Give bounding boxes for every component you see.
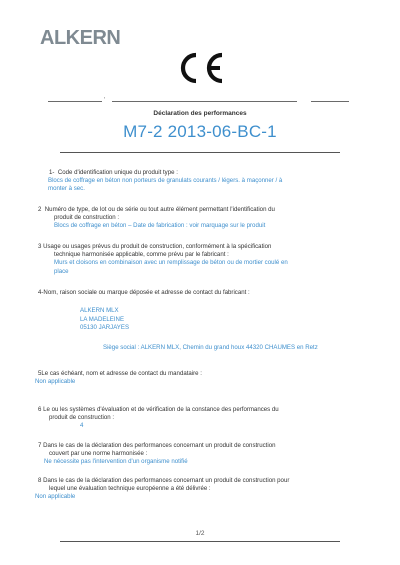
section-4-question: 4-Nom, raison sociale ou marque déposée et adresse de contact du fabricant : xyxy=(38,289,250,296)
section-1-answer-line-1: Blocs de coffrage en béton non porteurs de granulats courants / légers. à maçonner / à xyxy=(48,177,283,185)
section-5 xyxy=(35,370,368,386)
section-3-answer-line-2: place xyxy=(54,267,69,275)
section-6-answer: 4 xyxy=(80,422,84,430)
section-2-question-line-1: 2 Numéro de type, de lot ou de série ou tout autre élément permettant l'identification du xyxy=(38,206,275,213)
section-8-question-line-2: lequel une évaluation technique européenne a été délivrée : xyxy=(49,485,211,493)
section-7 xyxy=(38,442,368,467)
ce-mark-icon xyxy=(174,50,226,86)
brand-text: ALKERN xyxy=(40,27,121,48)
top-rule-left xyxy=(48,101,102,102)
address-line-2: LA MADELEINE xyxy=(80,315,125,323)
section-1-answer-line-2: monter à sec. xyxy=(48,185,85,193)
address-line-1: ALKERN MLX xyxy=(80,307,119,314)
section-4 xyxy=(38,289,368,297)
section-5-question: 5Le cas échéant, nom et adresse de contact du mandataire : xyxy=(38,370,202,377)
footer-rule xyxy=(60,541,340,542)
section-7-question-line-2: couvert par une norme harmonisée : xyxy=(49,450,148,458)
section-6 xyxy=(38,406,368,431)
section-8-answer: Non applicable xyxy=(35,493,76,501)
section-2-question-line-2: produit de construction : xyxy=(54,214,120,222)
product-code: M7-2 2013-06-BC-1 xyxy=(123,122,277,141)
section-8 xyxy=(35,477,368,502)
top-rule-tick-left: ' xyxy=(104,97,106,104)
section-6-question-line-2: produit de construction : xyxy=(49,414,115,422)
section-1 xyxy=(38,169,368,194)
manufacturer-address xyxy=(80,307,129,333)
page-number: 1/2 xyxy=(195,530,205,537)
top-rule-center xyxy=(112,101,297,102)
section-3-answer-line-1: Murs et cloisons en combinaison avec un remplissage de béton ou de mortier coulé en xyxy=(54,259,288,267)
top-rule-right xyxy=(311,101,349,102)
address-line-3: 05130 JARJAYES xyxy=(80,324,130,332)
section-3-question-line-1: 3 Usage ou usages prévus du produit de construction, conformément à la spécification xyxy=(38,243,272,250)
section-2-answer: Blocs de coffrage en béton – Date de fabrication : voir marquage sur le produit xyxy=(54,222,266,230)
section-2 xyxy=(38,206,368,231)
section-3-question-line-2: technique harmonisée applicable, comme prévu par le fabricant : xyxy=(54,251,229,259)
registered-office: Siège social : ALKERN MLX, Chemin du grand houx 44320 CHAUMES en Retz xyxy=(103,344,318,351)
section-5-answer: Non applicable xyxy=(35,378,76,386)
declaration-title: Déclaration des performances xyxy=(153,110,247,117)
alkern-logo xyxy=(40,26,140,48)
title-rule xyxy=(60,152,340,153)
section-3 xyxy=(38,243,368,276)
section-8-question-line-1: 8 Dans le cas de la déclaration des performances concernant un produit de construction pour xyxy=(38,477,290,484)
section-6-question-line-1: 6 Le ou les systèmes d'évaluation et de vérification de la constance des performances du xyxy=(38,406,279,413)
section-7-question-line-1: 7 Dans le cas de la déclaration des performances concernant un produit de construction xyxy=(38,442,276,449)
section-7-answer: Ne nécessite pas l'intervention d'un organisme notifié xyxy=(44,458,188,466)
section-1-question: 1- Code d'identification unique du produit type : xyxy=(49,169,178,176)
